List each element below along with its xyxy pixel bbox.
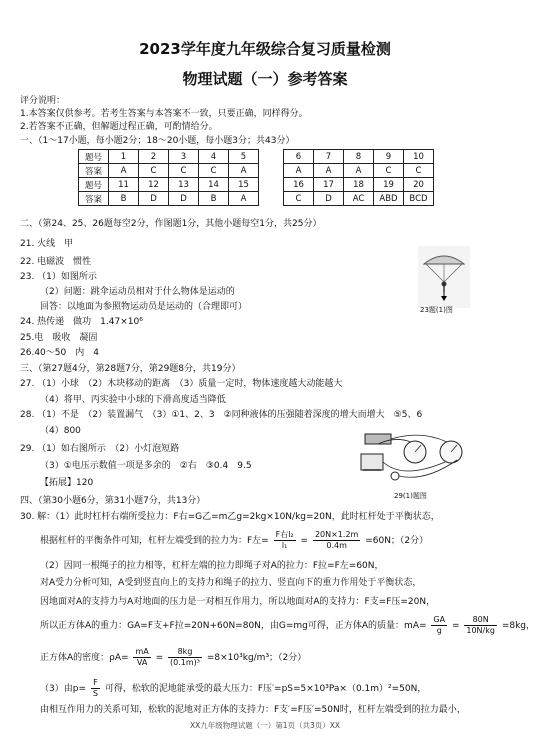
table-row <box>79 178 434 192</box>
table-cell: 12 <box>139 178 169 192</box>
grading-heading: 评分说明： <box>20 96 66 106</box>
section3-heading: 三、（第27题4分，第28题7分，第29题8分，共19分） <box>20 364 241 374</box>
table-cell: 15 <box>229 178 259 192</box>
table-row <box>79 164 434 178</box>
table-gap <box>259 192 284 206</box>
answer-q27-1: 27. （1）小球 （2）木块移动的距离 （3）质量一定时，物体速度越大动能越大 <box>20 379 343 389</box>
table-cell: 2 <box>139 150 169 164</box>
fraction: $\frac{F}{S}$ <box>92 678 98 698</box>
table-cell: 8 <box>344 150 374 164</box>
table-cell: 11 <box>109 178 139 192</box>
table-cell: 10 <box>404 150 434 164</box>
table-cell: D <box>314 192 344 206</box>
table-cell: A <box>229 192 259 206</box>
answer-q30-6: 所以正方体A的重力：GA=F支+F拉=20N+60N=80N，由G=mg可得，正方体A的质量：mA= $\frac{GA}{g}$ = $\frac{80N}{10N/kg}$ =8kg， <box>40 615 535 635</box>
answer-q28-1: 28. （1）不是 （2）装置漏气 （3）①1、2、3 ②同种液体的压强随着深度的增大而增大 ⑤5、6 <box>20 410 423 420</box>
table-cell: ABD <box>374 192 404 206</box>
answer-q25: 25.电 吸收 凝固 <box>20 333 98 343</box>
answer-q30-5: 因地面对A的支持力与A对地面的压力是一对相互作用力，所以地面对A的支持力：F支=F压=20N， <box>40 597 436 607</box>
table-cell: 7 <box>314 150 344 164</box>
answer-q30-1: 30. 解：（1）此时杠杆右端所受拉力：F右=G乙=m乙g=2kg×10N/kg=20N，此时杠杆处于平衡状态， <box>20 512 440 522</box>
fraction: $\frac{mA}{VA}$ <box>135 647 149 667</box>
answer-q30-3: （2）因同一根绳子的拉力相等，杠杆左端的拉力即绳子对A的拉力：F拉=F左=60N， <box>40 561 384 571</box>
table-cell: 3 <box>169 150 199 164</box>
table-cell: AC <box>344 192 374 206</box>
table-gap <box>259 150 284 164</box>
parachute-figure <box>418 246 470 308</box>
table-gap <box>259 178 284 192</box>
answer-q23-1: 23. （1）如图所示 <box>20 272 97 282</box>
table-cell: B <box>109 192 139 206</box>
answer-q26: 26.40～50 内 4 <box>20 348 99 358</box>
fraction: $\frac{GA}{g}$ <box>433 615 446 635</box>
answer-q29-1: 29. （1）如右图所示 （2）小灯泡短路 <box>20 444 180 454</box>
answer-q24: 24. 热传递 做功 1.47×10⁶ <box>20 317 143 327</box>
table-cell: BCD <box>404 192 434 206</box>
table-cell: A <box>229 164 259 178</box>
fraction: $\frac{8kg}{\text{(0.1m)³}}$ <box>170 647 200 667</box>
figure-29-label: 29(1)题图 <box>394 492 427 500</box>
table-cell: 题号 <box>79 178 109 192</box>
table-cell: B <box>199 192 229 206</box>
figure-23-label: 23题(1)图 <box>420 306 453 314</box>
table-cell: D <box>139 192 169 206</box>
table-cell: C <box>374 164 404 178</box>
table-cell: 16 <box>284 178 314 192</box>
answer-q30-4: 对A受力分析可知，A受到竖直向上的支持力和绳子的拉力、竖直向下的重力作用处于平衡状态， <box>40 578 422 588</box>
table-cell: 答案 <box>79 164 109 178</box>
table-gap <box>259 164 284 178</box>
table-cell: C <box>169 164 199 178</box>
answer-q22: 22. 电磁波 惯性 <box>20 257 92 267</box>
table-cell: A <box>109 164 139 178</box>
table-cell: C <box>404 164 434 178</box>
answer-q30-2: 根据杠杆的平衡条件可知，杠杆左端受到的拉力为：F左= $\frac{\text{F右l₂}}{\text{l₁}}$ = $\frac{20N\times 1.2m}{0.4m}$ =60N；（2分） <box>40 530 429 550</box>
page-footer: XX九年级物理试题（一）第1页（共3页）XX <box>189 721 341 730</box>
section4-heading: 四、（第30小题6分，第31小题7分，共13分） <box>20 496 206 506</box>
answer-q27-2: （4）将甲、丙实验中小球的下滑高度适当降低 <box>40 395 226 405</box>
table-cell: 6 <box>284 150 314 164</box>
table-cell: 13 <box>169 178 199 192</box>
table-cell: 9 <box>374 150 404 164</box>
grading-rule-2: 2.若答案不正确，但解题过程正确，可酌情给分。 <box>20 122 218 132</box>
table-cell: D <box>169 192 199 206</box>
table-cell: 1 <box>109 150 139 164</box>
table-row <box>79 150 434 164</box>
table-cell: A <box>314 164 344 178</box>
page-title: 2023学年度九年级综合复习质量检测 <box>139 40 391 58</box>
table-cell: A <box>284 164 314 178</box>
table-cell: A <box>344 164 374 178</box>
answer-q23-2: （2）问题：跳伞运动员相对于什么物体是运动的 <box>40 287 235 297</box>
table-cell: 4 <box>199 150 229 164</box>
table-cell: 答案 <box>79 192 109 206</box>
circuit-figure <box>355 430 473 486</box>
answer-q29-2: （3）①电压示数值一项是多余的 ②右 ③0.4 9.5 <box>40 461 252 471</box>
table-cell: 20 <box>404 178 434 192</box>
answer-q21: 21. 火线 甲 <box>20 239 74 249</box>
fraction: $\frac{\text{F右l₂}}{\text{l₁}}$ <box>275 530 294 550</box>
answer-q23-3: 回答：以地面为参照物运动员是运动的（合理即可） <box>40 302 248 312</box>
table-row <box>79 192 434 206</box>
table-cell: 14 <box>199 178 229 192</box>
answer-q30-9: 由相互作用力的关系可知，松软的泥地对正方体的支持力：F支′=F压′=50N时，杠杆左端受到的拉力最小， <box>40 705 466 715</box>
page-subtitle: 物理试题（一）参考答案 <box>182 70 348 88</box>
table-cell: 5 <box>229 150 259 164</box>
table-cell: C <box>284 192 314 206</box>
table-cell: 18 <box>344 178 374 192</box>
table-cell: 19 <box>374 178 404 192</box>
table-cell: C <box>199 164 229 178</box>
answer-table <box>78 149 434 206</box>
answer-q28-2: （4）800 <box>40 426 81 436</box>
section1-heading: 一、（1～17小题，每小题2分；18～20小题，每小题3分；共43分） <box>20 136 295 146</box>
grading-rule-1: 1.本答案仅供参考。若考生答案与本答案不一致，只要正确，同样得分。 <box>20 109 308 119</box>
answer-q30-7: 正方体A的密度：ρA= $\frac{mA}{VA}$ = $\frac{8kg}{\text{(0.1m)³}}$ =8×10³kg/m³；（2分） <box>40 647 307 667</box>
fraction: $\frac{80N}{10N/kg}$ <box>466 615 495 635</box>
section2-heading: 二、（第24、25、26题每空2分，作图题1分，其他小题每空1分，共25分） <box>20 219 322 229</box>
table-cell: 题号 <box>79 150 109 164</box>
fraction: $\frac{20N\times 1.2m}{0.4m}$ <box>314 530 359 550</box>
answer-q29-3: 【拓展】120 <box>40 478 94 488</box>
table-cell: C <box>139 164 169 178</box>
answer-q30-8: （3）由p= $\frac{F}{S}$ 可得，松软的泥地能承受的最大压力：F压′=pS=5×10³Pa×（0.1m）²=50N， <box>40 678 427 698</box>
table-cell: 17 <box>314 178 344 192</box>
